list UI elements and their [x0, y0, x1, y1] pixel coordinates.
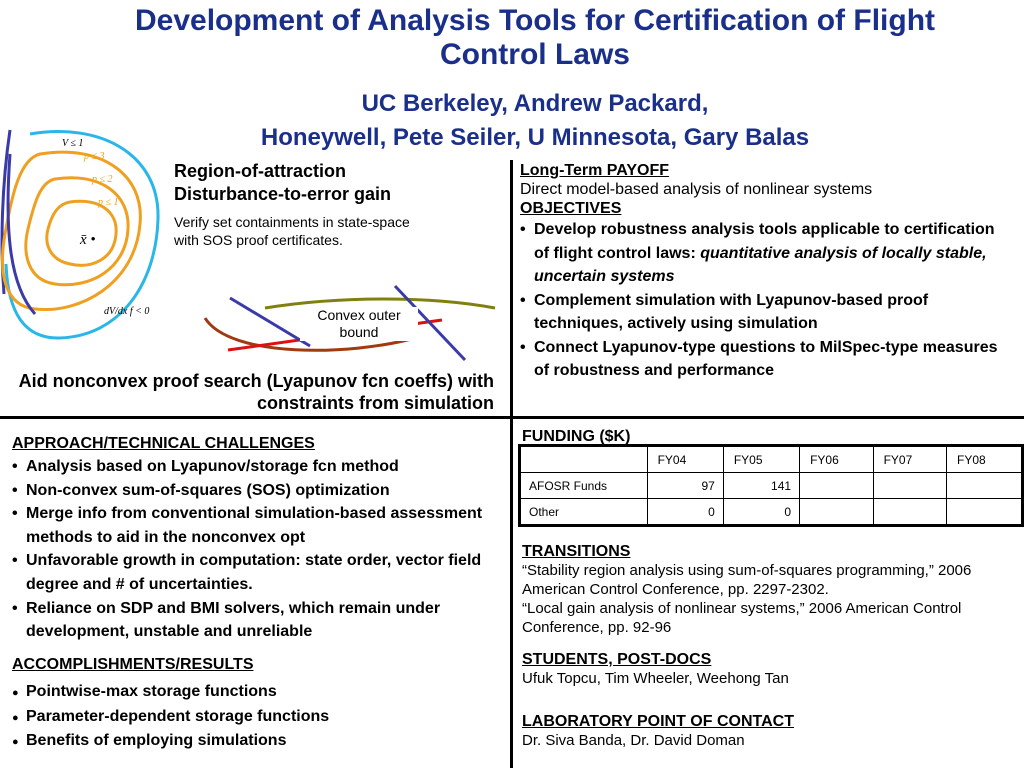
payoff-text: Direct model-based analysis of nonlinear systems: [520, 181, 873, 198]
approach-item: • Non-convex sum-of-squares (SOS) optimization: [12, 479, 504, 503]
funding-source: Other: [521, 499, 648, 525]
lab-heading: LABORATORY POINT OF CONTACT: [522, 713, 794, 730]
transitions-heading: TRANSITIONS: [522, 543, 631, 560]
funding-value: 0: [647, 499, 723, 525]
approach-item: • Merge info from conventional simulation-based assessment methods to aid in the nonconvex opt: [12, 502, 504, 549]
p2-level-curve: [26, 178, 128, 285]
funding-value: [947, 499, 1022, 525]
funding-value: [947, 473, 1022, 499]
objective-text: Develop robustness analysis tools applicable to certification of flight control laws:: [534, 221, 995, 262]
funding-column-header: FY07: [873, 447, 946, 473]
funding-column-header: FY08: [947, 447, 1022, 473]
funding-source: AFOSR Funds: [521, 473, 648, 499]
vertical-divider: [510, 160, 513, 768]
funding-value: 141: [723, 473, 799, 499]
authors-line-1: UC Berkeley, Andrew Packard,: [361, 90, 709, 117]
lab-text: Dr. Siva Banda, Dr. David Doman: [522, 732, 745, 749]
accomplishment-item: ● Benefits of employing simulations: [12, 729, 504, 754]
funding-value: [800, 473, 873, 499]
funding-header-row: [521, 447, 1022, 473]
page-title: Development of Analysis Tools for Certification of Flight Control Laws: [134, 4, 936, 71]
funding-row: [521, 473, 1022, 499]
convex-bound-label: Convex outer bound: [300, 307, 418, 341]
students-section: [522, 650, 1002, 688]
purple-constraint-1: [230, 298, 310, 346]
accomplishments-section: [12, 655, 504, 754]
funding-column-header: FY05: [723, 447, 799, 473]
approach-item: • Analysis based on Lyapunov/storage fcn method: [12, 455, 504, 479]
funding-table-frame: [518, 444, 1024, 527]
objectives-list: [520, 218, 1014, 383]
accomplishment-item: ● Pointwise-max storage functions: [12, 680, 504, 705]
payoff-heading: Long-Term PAYOFF: [520, 162, 670, 179]
p1-label: p ≤ 1: [98, 197, 119, 208]
roa-heading: Region-of-attraction: [174, 161, 346, 181]
p2-label: p ≤ 2: [92, 174, 113, 185]
funding-value: [873, 473, 946, 499]
horizontal-divider: [0, 416, 1024, 419]
funding-value: 97: [647, 473, 723, 499]
students-text: Ufuk Topcu, Tim Wheeler, Weehong Tan: [522, 670, 789, 687]
funding-value: 0: [723, 499, 799, 525]
lab-section: [522, 712, 1002, 750]
accomplishments-heading: ACCOMPLISHMENTS/RESULTS: [12, 656, 254, 673]
gain-heading: Disturbance-to-error gain: [174, 184, 392, 204]
funding-value: [800, 499, 873, 525]
figure-caption: Aid nonconvex proof search (Lyapunov fcn coeffs) with constraints from simulation: [18, 371, 494, 413]
funding-column-header: FY04: [647, 447, 723, 473]
objective-item: • Connect Lyapunov-type questions to MilSpec-type measures of robustness and performance: [520, 336, 1014, 383]
objective-item: • Complement simulation with Lyapunov-based proof techniques, actively using simulation: [520, 289, 1014, 336]
inner-purple-curve: [8, 154, 35, 314]
objective-emphasis: quantitative analysis of locally stable, uncertain systems: [534, 244, 987, 285]
funding-column-header: [521, 447, 648, 473]
approach-item: • Reliance on SDP and BMI solvers, which remain under development, unstable and unreliable: [12, 597, 504, 644]
funding-heading: FUNDING ($K): [522, 428, 631, 445]
transitions-section: [522, 542, 1002, 637]
transition-reference-1: “Stability region analysis using sum-of-squares programming,” 2006 American Control Conference, pp. 2297-2302.: [522, 562, 972, 598]
authors-line-2: Honeywell, Pete Seiler, U Minnesota, Gary Balas: [260, 124, 810, 151]
funding-row: [521, 499, 1022, 525]
funding-column-header: FY06: [800, 447, 873, 473]
approach-list: [12, 455, 504, 644]
funding-table: [520, 446, 1022, 525]
objectives-heading: OBJECTIVES: [520, 200, 622, 217]
dv-condition-label: dV/dx f < 0: [104, 306, 150, 317]
funding-value: [873, 499, 946, 525]
p3-label: p ≤ 3: [84, 151, 105, 162]
equilibrium-label: x̄ •: [80, 232, 96, 248]
accomplishments-list: [12, 680, 504, 754]
approach-section: [12, 434, 504, 644]
objective-item: [520, 218, 1014, 289]
sos-note: Verify set containments in state-space with SOS proof certificates.: [174, 214, 410, 248]
transition-reference-2: “Local gain analysis of nonlinear systems,” 2006 American Control Conference, pp. 92-96: [522, 600, 962, 636]
approach-heading: APPROACH/TECHNICAL CHALLENGES: [12, 435, 315, 452]
accomplishment-item: ● Parameter-dependent storage functions: [12, 705, 504, 730]
objectives-section: [520, 161, 1014, 383]
v-level-label: V ≤ 1: [62, 138, 84, 149]
students-heading: STUDENTS, POST-DOCS: [522, 651, 712, 668]
approach-item: • Unfavorable growth in computation: state order, vector field degree and # of uncertainties.: [12, 549, 504, 596]
